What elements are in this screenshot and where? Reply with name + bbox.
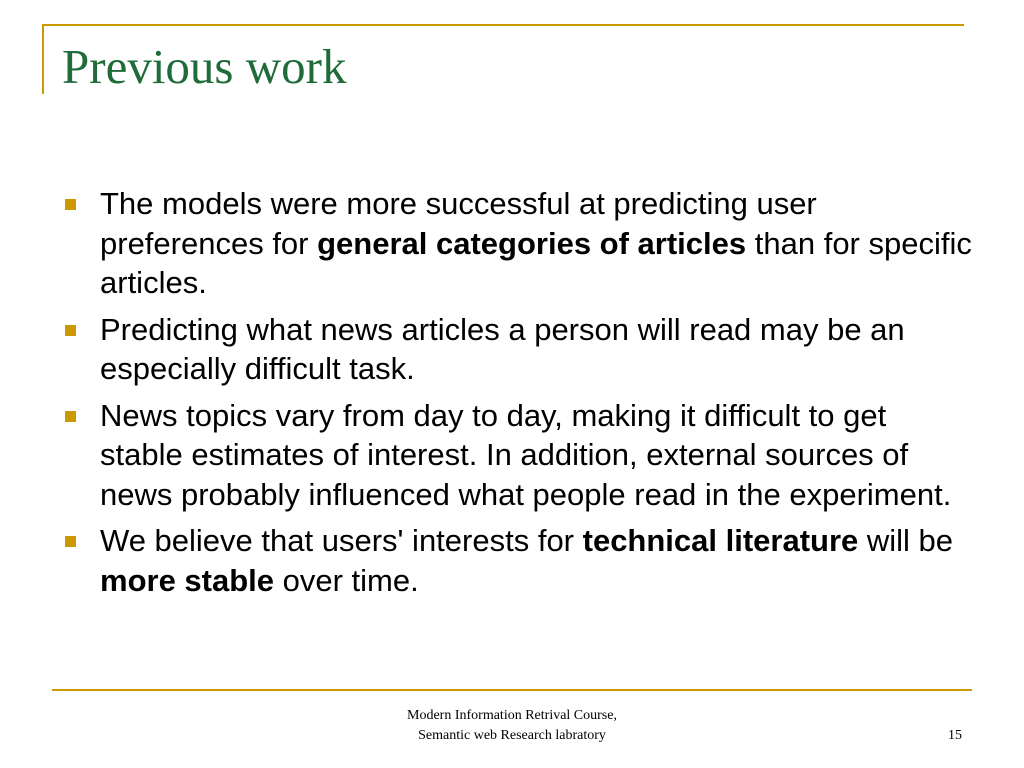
bullet-text: Predicting what news articles a person will read may be an especially difficult task. (100, 311, 905, 386)
bullet-text: than for specific articles. (100, 225, 972, 300)
bullet-text: News topics vary from day to day, making it difficult to get stable estimates of interest. In addition, external sources of news probably influenced what people read in the experiment. (100, 397, 952, 512)
title-frame-left-rule (42, 24, 44, 94)
footer-credit (262, 706, 762, 746)
square-bullet-icon (65, 536, 76, 547)
bullet-emphasis: general categories of articles (317, 225, 747, 261)
bullet-item (62, 184, 972, 303)
bullet-item (62, 310, 972, 389)
bullet-item (62, 396, 972, 515)
slide-number: 15 (948, 728, 962, 743)
footer-course-name: Modern Information Retrival Course, (407, 708, 617, 723)
bullet-item (62, 521, 972, 600)
square-bullet-icon (65, 325, 76, 336)
bullet-text: We believe that users' interests for (100, 523, 583, 558)
square-bullet-icon (65, 411, 76, 422)
bullet-text: The models were more successful at predicting user preferences for (100, 186, 817, 261)
bullet-list (62, 184, 972, 607)
bullet-text: will be (858, 523, 954, 558)
bullet-text: over time. (274, 562, 419, 598)
square-bullet-icon (65, 199, 76, 210)
bullet-emphasis: technical literature (582, 523, 859, 558)
footer-lab-name: Semantic web Research labratory (418, 728, 606, 743)
slide-title: Previous work (62, 39, 347, 94)
footer-divider (52, 689, 972, 691)
title-frame-top-rule (42, 24, 964, 26)
bullet-emphasis: more stable (100, 562, 275, 598)
